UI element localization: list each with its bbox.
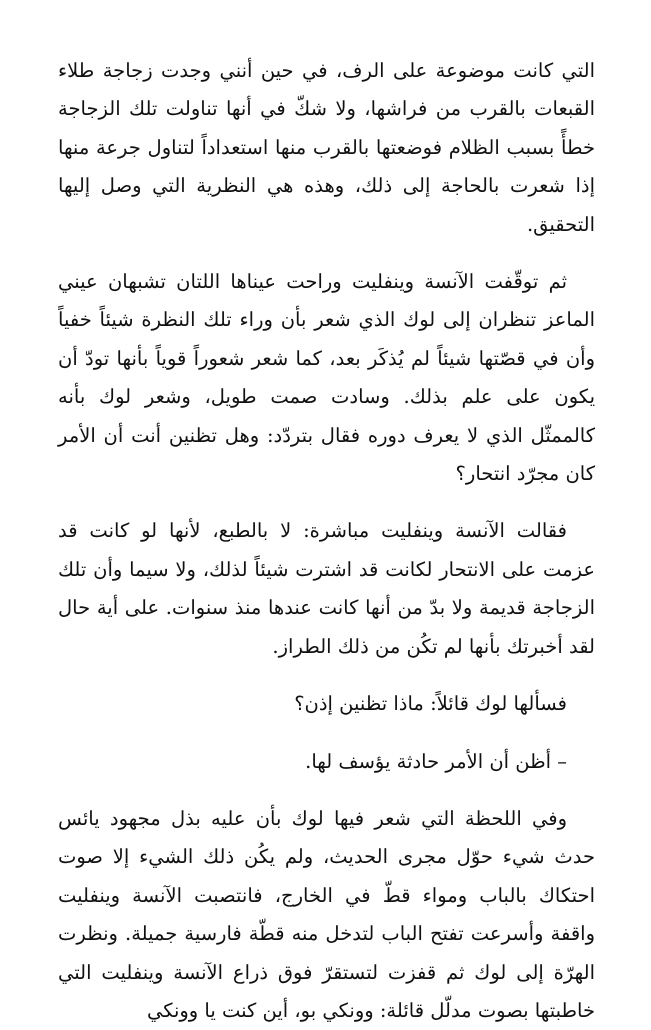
book-page xyxy=(58,52,595,1030)
paragraph-5: – أظن أن الأمر حادثة يؤسف لها. xyxy=(305,749,567,773)
paragraph-4: فسألها لوك قائلاً: ماذا تظنين إذن؟ xyxy=(294,692,567,716)
paragraph-6: وفي اللحظة التي شعر فيها لوك بأن عليه بذل مجهود يائس حدث شيء حوّل مجرى الحديث، ولم يكُن ذلك الشيء إلا صوت احتكاك بالباب ومواء قطّ في الخارج، فانتصبت الآنسة وينفليت واقفة وأسرعت تفتح الباب لتدخل منه قطّة فارسية جميلة. ونظرت الهرّة إلى لوك ثم قفزت لتستقرّ فوق ذراع الآنسة وينفليت التي خاطبتها بصوت مدلّل قائلة: وونكي بو، أين كنت يا وونكي xyxy=(58,806,595,1022)
paragraph-2: ثم توقّفت الآنسة وينفليت وراحت عيناها اللتان تشبهان عيني الماعز تنظران إلى لوك الذي شعر بأن وراء تلك النظرة شيئاً خفياً وأن في قصّتها شيئاً لم يُذكَر بعد، كما شعر شعوراً قوياً بأنها تودّ أن يكون على علم بذلك. وسادت صمت طويل، وشعر لوك بأنه كالممثّل الذي لا يعرف دوره فقال بتردّد: وهل تظنين أنت أن الأمر كان مجرّد انتحار؟ xyxy=(58,270,595,486)
paragraph-1: التي كانت موضوعة على الرف، في حين أنني وجدت زجاجة طلاء القبعات بالقرب من فراشها، ولا شكّ في أنها تناولت تلك الزجاجة خطأً بسبب الظلام فوضعتها بالقرب منها استعداداً لتناول جرعة منها إذا شعرت بالحاجة إلى ذلك، وهذه هي النظرية التي وصل إليها التحقيق. xyxy=(58,59,595,236)
paragraph-3: فقالت الآنسة وينفليت مباشرة: لا بالطبع، لأنها لو كانت قد عزمت على الانتحار لكانت قد اشترت شيئاً لذلك، ولا سيما وأن تلك الزجاجة قديمة ولا بدّ من أنها كانت عندها منذ سنوات. على أية حال لقد أخبرتك بأنها لم تكُن من ذلك الطراز. xyxy=(58,519,595,658)
